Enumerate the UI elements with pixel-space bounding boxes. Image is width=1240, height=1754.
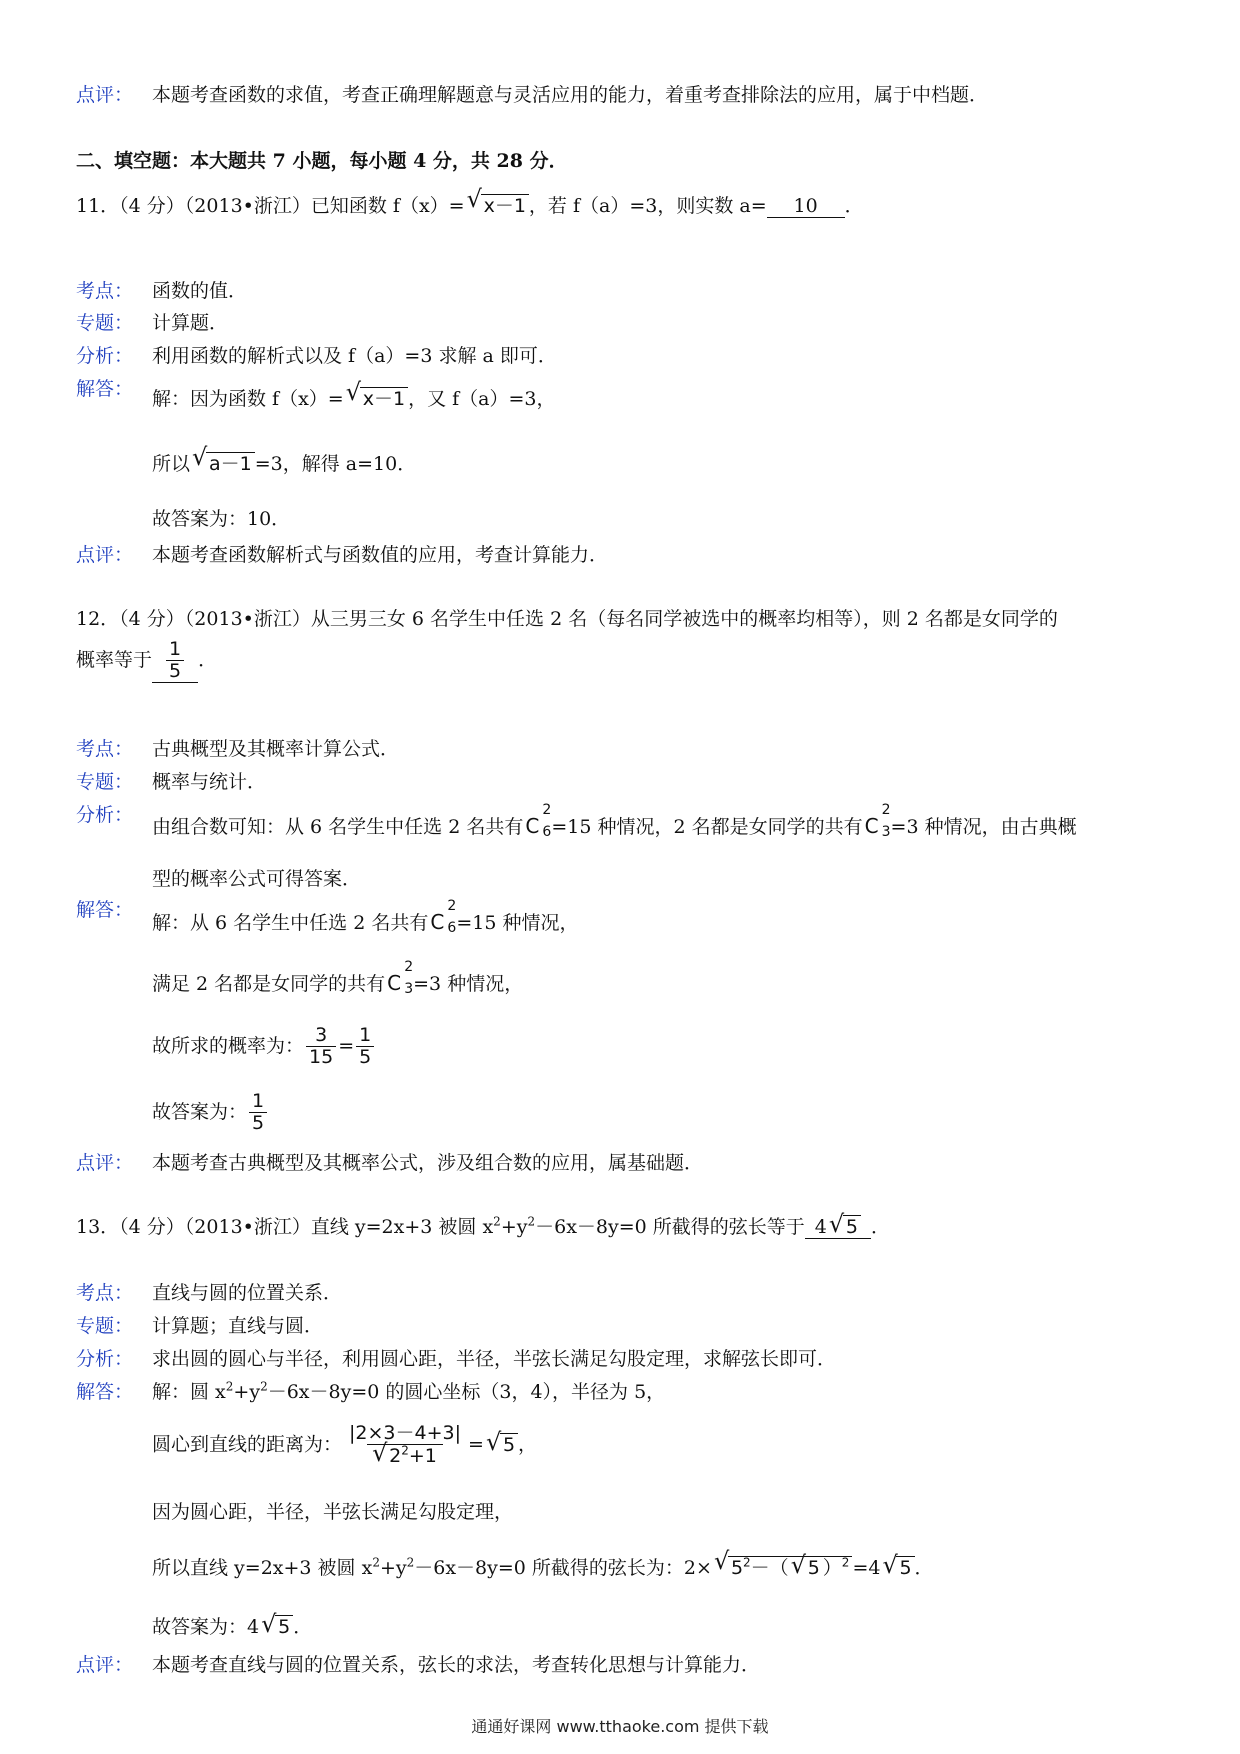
- q12-stem-line1: 12．（4 分）（2013•浙江）从三男三女 6 名学生中任选 2 名（每名同学被选中的概率均相等），则 2 名都是女同学的: [76, 608, 1058, 630]
- sqrt-x-1: √ x－1: [467, 191, 529, 218]
- q12-sol-line3: 故所求的概率为： $\frac{3}{15}$ = $\frac{1}{5}$: [152, 1026, 376, 1068]
- q13-sol-line3: 因为圆心距，半径，半弦长满足勾股定理，: [152, 1501, 514, 1523]
- q13-stem: 13．（4 分）（2013•浙江）直线 y=2x+3 被圆 $x^2+y^2-6x-8y=0$ 所截得的弦长等于 4 √ 5 ．: [76, 1210, 890, 1238]
- q13-dianping: 本题考查直线与圆的位置关系，弦长的求法，考查转化思想与计算能力．: [152, 1654, 761, 1676]
- label-dianping: 点评：: [76, 84, 134, 106]
- q12-kaodian: 古典概型及其概率计算公式．: [152, 738, 400, 760]
- q11-sol-line1: 解：因为函数 f（x）= √ x－1 ，又 f（a）=3，: [152, 378, 556, 410]
- section-title: 二、填空题：本大题共 7 小题，每小题 4 分，共 28 分．: [76, 150, 568, 172]
- q11-sol-line2: 所以 √ a－1 =3，解得 a=10．: [152, 443, 417, 475]
- q13-sol-line4: 所以直线 y=2x+3 被圆 $x^2+y^2-6x-8y=0$ 所截得的弦长为：2× √ $5^2-$（ √ 5 ）$^2$ =4 √ 5 ．: [152, 1547, 934, 1579]
- q11-fenxi: 利用函数的解析式以及 f（a）=3 求解 a 即可．: [152, 345, 557, 367]
- q12-fenxi-line1: 由组合数可知：从 6 名学生中任选 2 名共有 C 2 6 =15 种情况，2 名都是女同学的共有 C 2 3 =3 种情况，由古典概: [152, 802, 1077, 840]
- q11-answer: 10: [767, 195, 845, 218]
- q11-dianping: 本题考查函数解析式与函数值的应用，考查计算能力．: [152, 544, 609, 566]
- q11-zhuanti: 计算题．: [152, 312, 229, 334]
- label-jieda: 解答：: [76, 378, 134, 400]
- q12-dianping: 本题考查古典概型及其概率公式，涉及组合数的应用，属基础题．: [152, 1152, 704, 1174]
- label-fenxi: 分析：: [76, 1348, 134, 1370]
- q12-sol-line4: 故答案为： $\frac{1}{5}$: [152, 1092, 269, 1134]
- q13-zhuanti: 计算题；直线与圆．: [152, 1315, 324, 1337]
- q13-sol-line5: 故答案为：4 √ 5 ．: [152, 1610, 313, 1638]
- q13-sol-line2: 圆心到直线的距离为： |2×3－4+3| √ $2^2+1$ = √ 5 ，: [152, 1422, 538, 1468]
- label-dianping: 点评：: [76, 1654, 134, 1676]
- q12-zhuanti: 概率与统计．: [152, 771, 267, 793]
- q13-sol-line1: 解：圆 $x^2+y^2-6x-8y=0$ 的圆心坐标（3，4），半径为 5，: [152, 1379, 666, 1403]
- label-kaodian: 考点：: [76, 280, 134, 302]
- q12-answer: $\frac{1}{5}$: [152, 640, 198, 683]
- label-zhuanti: 专题：: [76, 312, 134, 334]
- intro-comment: 本题考查函数的求值，考查正确理解题意与灵活应用的能力，着重考查排除法的应用，属于中档题．: [152, 84, 989, 106]
- label-dianping: 点评：: [76, 1152, 134, 1174]
- label-zhuanti: 专题：: [76, 771, 134, 793]
- q11-stem-part: ，若 f（a）=3，则实数 a=: [528, 195, 767, 217]
- label-jieda: 解答：: [76, 1381, 134, 1403]
- q12-sol-line1: 解：从 6 名学生中任选 2 名共有 C 2 6 =15 种情况，: [152, 898, 579, 936]
- label-fenxi: 分析：: [76, 804, 134, 826]
- label-dianping: 点评：: [76, 544, 134, 566]
- q11-stem-part: 11．（4 分）（2013•浙江）已知函数 f（x）=: [76, 195, 465, 217]
- page-footer: 通通好课网 www.tthaoke.com 提供下载: [471, 1717, 769, 1736]
- q11-kaodian: 函数的值．: [152, 280, 248, 302]
- label-kaodian: 考点：: [76, 1282, 134, 1304]
- q12-sol-line2: 满足 2 名都是女同学的共有 C 2 3 =3 种情况，: [152, 959, 524, 997]
- q12-fenxi-line2: 型的概率公式可得答案．: [152, 868, 362, 890]
- label-fenxi: 分析：: [76, 345, 134, 367]
- q11-stem: 11．（4 分）（2013•浙江）已知函数 f（x）= √ x－1 ，若 f（a）=3，则实数 a= 10 ．: [76, 185, 864, 217]
- q12-stem-line2: 概率等于 $\frac{1}{5}$ ．: [76, 638, 218, 682]
- label-jieda: 解答：: [76, 899, 134, 921]
- q11-sol-line3: 故答案为：10．: [152, 508, 291, 530]
- label-kaodian: 考点：: [76, 738, 134, 760]
- q13-answer: 4 √ 5: [805, 1216, 871, 1239]
- q13-fenxi: 求出圆的圆心与半径，利用圆心距，半径，半弦长满足勾股定理，求解弦长即可．: [152, 1348, 837, 1370]
- label-zhuanti: 专题：: [76, 1315, 134, 1337]
- q13-kaodian: 直线与圆的位置关系．: [152, 1282, 343, 1304]
